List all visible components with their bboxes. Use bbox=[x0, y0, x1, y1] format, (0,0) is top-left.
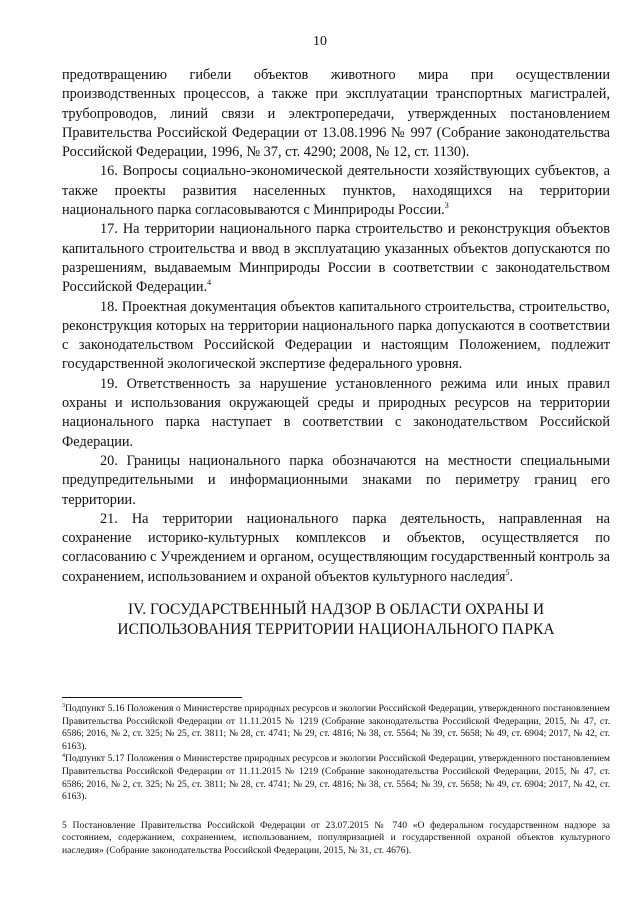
section-heading bbox=[62, 600, 610, 640]
footnote-ref-3: 3 bbox=[444, 201, 449, 211]
page-number: 10 bbox=[313, 34, 327, 49]
footnote-separator bbox=[62, 697, 242, 698]
paragraph-continuation: предотвращению гибели объектов животного мира при осуществлении производственных процессов, а также при эксплуатации транспортных магистралей, трубопроводов, линий связи и электропередачи, утвержденных постановлением Правительства Российской Федерации от 13.08.1996 № 997 (Собрание законодательства Российской Федерации, 1996, № 37, ст. 4290; 2008, № 12, ст. 1130). bbox=[62, 67, 610, 161]
section-heading-line-2: ИСПОЛЬЗОВАНИЯ ТЕРРИТОРИИ НАЦИОНАЛЬНОГО ПАРКА bbox=[117, 621, 555, 638]
section-heading-line-1: IV. ГОСУДАРСТВЕННЫЙ НАДЗОР В ОБЛАСТИ ОХРАНЫ И bbox=[127, 601, 545, 618]
footnote-ref-4: 4 bbox=[207, 278, 212, 288]
paragraph-18: 18. Проектная документация объектов капитального строительства, строительство, реконструкция которых на территории национального парка допускаются в соответствии с законодательством Российской Федерации и настоящим Положением, подлежит государственной экологической экспертизе федерального уровня. bbox=[62, 298, 610, 373]
footnote-mark-3: 3 bbox=[62, 702, 65, 709]
footnote-ref-5: 5 bbox=[505, 567, 510, 577]
paragraph-19: 19. Ответственность за нарушение установленного режима или иных правил охраны и использования окружающей среды и природных ресурсов на территории национального парка наступает в соответствии с законодательством Российской Федерации. bbox=[62, 375, 610, 450]
footnotes bbox=[62, 703, 610, 858]
paragraph-21: 21. На территории национального парка деятельность, направленная на сохранение историко-культурных комплексов и объектов, осуществляется по согласованию с Учреждением и органом, осуществляющим государственный контроль за сохранением, использованием и охраной объектов культурного наследия$^5$. bbox=[62, 510, 610, 585]
footnote-3: $^3$Подпункт 5.16 Положения о Министерстве природных ресурсов и экологии Российской Федерации, утвержденного постановлением Правительства Российской Федерации от 11.11.2015 № 1219 (Собрание законодательства Российской Федерации, 2015, № 47, ст. 6586; 2016, № 2, ст. 325; № 25, ст. 3811; № 28, ст. 4741; № 29, ст. 4816; № 38, ст. 5564; № 39, ст. 5658; № 49, ст. 6904; 2017, № 42, ст. 6163). bbox=[62, 702, 610, 752]
body-text bbox=[62, 66, 610, 587]
paragraph-17: 17. На территории национального парка строительство и реконструкция объектов капитального строительства и ввод в эксплуатацию указанных объектов допускаются по разрешениям, выдаваемым Минприроды России в соответствии с законодательством Российской Федерации.$^4$ bbox=[62, 221, 610, 296]
footnote-mark-5: 5 bbox=[62, 819, 67, 831]
footnote-5: 5 Постановление Правительства Российской Федерации от 23.07.2015 № 740 «О федеральном государственном надзоре за состоянием, содержанием, сохранением, использованием, популяризацией и государственной охраной объектов культурного наследия» (Собрание законодательства Российской Федерации, 2015, № 31, ст. 4676). bbox=[62, 819, 610, 856]
paragraph-20: 20. Границы национального парка обозначаются на местности специальными предупредительными и информационными знаками по периметру границ его территории. bbox=[62, 452, 610, 508]
paragraph-16: 16. Вопросы социально-экономической деятельности хозяйствующих субъектов, а также проекты развития населенных пунктов, находящихся на территории национального парка согласовываются с Минприроды России.$^3$ bbox=[62, 163, 610, 219]
footnote-4: $^4$Подпункт 5.17 Положения о Министерстве природных ресурсов и экологии Российской Федерации, утвержденного постановлением Правительства Российской Федерации от 11.11.2015 № 1219 (Собрание законодательства Российской Федерации, 2015, № 47, ст. 6586; 2016, № 2, ст. 325; № 25, ст. 3811; № 28, ст. 4741; № 29, ст. 4816; № 38, ст. 5564; № 39, ст. 5658; № 49, ст. 6904; 2017, № 42, ст. 6163). bbox=[62, 753, 610, 803]
footnote-mark-4: 4 bbox=[62, 753, 65, 760]
